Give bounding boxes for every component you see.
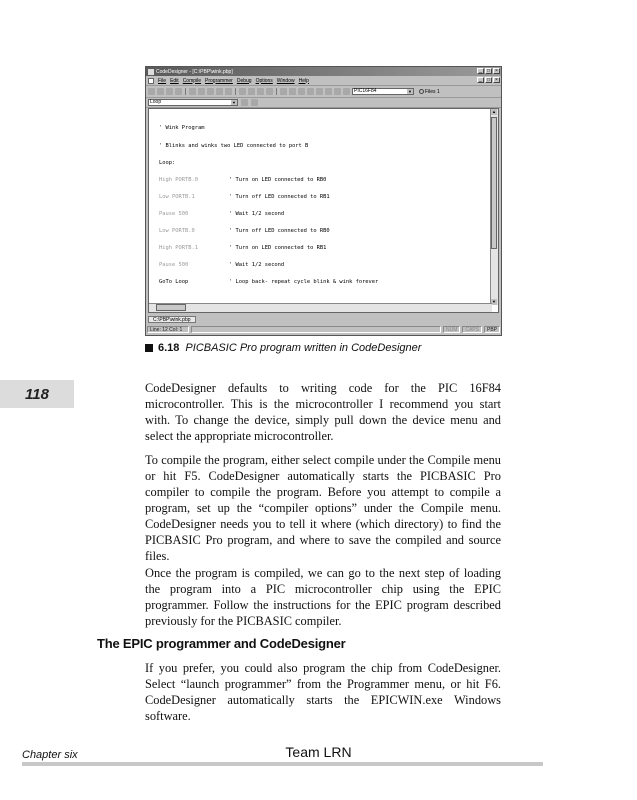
procedure-select-value: Loop xyxy=(150,99,162,105)
find-icon[interactable] xyxy=(216,88,223,95)
paragraph-programmer: If you prefer, you could also program the chip from CodeDesigner. Select “launch programmer” from the Programmer menu, or hit F6. CodeDesigner automatically starts the EPICWIN.exe Windows software. xyxy=(145,661,501,723)
indent-icon[interactable] xyxy=(316,88,323,95)
menu-programmer[interactable]: Programmer xyxy=(205,77,233,84)
document-icon xyxy=(148,78,154,84)
compile-icon[interactable] xyxy=(257,88,264,95)
app-icon xyxy=(148,69,154,75)
open-file-icon[interactable] xyxy=(157,88,164,95)
window-titlebar xyxy=(146,67,501,76)
doc-minimize-icon[interactable]: _ xyxy=(477,77,484,83)
caption-text: PICBASIC Pro program written in CodeDesigner xyxy=(185,342,422,354)
save-icon[interactable] xyxy=(166,88,173,95)
caption-square-icon xyxy=(145,344,153,352)
code-editor[interactable] xyxy=(148,108,499,313)
doc-close-icon[interactable]: × xyxy=(493,77,500,83)
code-command: High PORTB.0 xyxy=(159,176,198,183)
horizontal-scrollbar[interactable] xyxy=(149,303,492,312)
code-line xyxy=(159,246,378,252)
scroll-down-icon[interactable]: ▼ xyxy=(492,299,496,304)
vertical-scroll-thumb[interactable] xyxy=(491,117,497,249)
outdent-icon[interactable] xyxy=(325,88,332,95)
horizontal-scroll-thumb[interactable] xyxy=(156,304,186,311)
footer-rule xyxy=(22,762,543,766)
code-comment: ' Turn off LED connected to RB0 xyxy=(229,228,330,235)
codedesigner-screenshot xyxy=(145,66,502,336)
code-comment: ' Loop back- repeat cycle blink & wink forever xyxy=(229,279,379,286)
code-line xyxy=(159,280,378,286)
chevron-down-icon[interactable]: ▼ xyxy=(408,89,412,94)
toolbar-separator xyxy=(185,88,186,95)
scroll-up-icon[interactable]: ▲ xyxy=(492,109,496,114)
paste-icon[interactable] xyxy=(207,88,214,95)
print-icon[interactable] xyxy=(175,88,182,95)
file-tab[interactable]: C:\PBP\wink.pbp xyxy=(148,316,196,323)
section-heading: The EPIC programmer and CodeDesigner xyxy=(97,636,346,651)
code-command: Low PORTB.1 xyxy=(159,193,195,200)
toolbar-separator xyxy=(276,88,277,95)
maximize-icon[interactable]: □ xyxy=(486,68,491,74)
chevron-down-icon[interactable]: ▼ xyxy=(232,100,236,105)
code-line: ' Blinks and winks two LED connected to port B xyxy=(159,142,309,149)
code-comment: ' Turn on LED connected to RB0 xyxy=(229,176,327,183)
menu-file[interactable]: File xyxy=(158,77,167,84)
code-comment: ' Turn off LED connected to RB1 xyxy=(229,193,330,200)
menu-bar xyxy=(146,76,501,86)
code-comment: ' Turn on LED connected to RB1 xyxy=(229,245,327,252)
files-label: Files 1 xyxy=(425,88,440,95)
cut-icon[interactable] xyxy=(189,88,196,95)
toolbar-separator xyxy=(235,88,236,95)
code-command: High PORTB.1 xyxy=(159,245,198,252)
close-icon[interactable]: × xyxy=(493,68,500,74)
window-title: CodeDesigner - [C:\PBP\wink.pbp] xyxy=(156,68,233,75)
code-line: Loop: xyxy=(159,159,176,166)
code-line xyxy=(159,229,378,235)
status-bar xyxy=(147,325,500,334)
menu-options[interactable]: Options xyxy=(255,77,273,84)
paragraph-device: CodeDesigner defaults to writing code for the PIC 16F84 microcontroller. This is the microcontroller I recommend you start with. To change the device, simply pull down the device menu and select the appropriate microcontroller. xyxy=(145,381,501,443)
comment-icon[interactable] xyxy=(334,88,341,95)
procedure-select[interactable] xyxy=(148,99,238,106)
paragraph-load: Once the program is compiled, we can go to the next step of loading the program into a PIC microcontroller chip using the EPIC programmer. Follow the instructions for the EPIC program described previously for the PICBASIC compiler. xyxy=(145,566,501,628)
code-line xyxy=(159,195,378,201)
figure-caption xyxy=(145,342,421,354)
figure-number: 6.18 xyxy=(158,342,180,354)
procedure-list-icon[interactable] xyxy=(251,99,258,106)
files-button[interactable] xyxy=(419,89,440,95)
file-tab-bar xyxy=(148,315,196,323)
bookmark-clear-icon[interactable] xyxy=(307,88,314,95)
new-file-icon[interactable] xyxy=(148,88,155,95)
program-icon[interactable] xyxy=(266,88,273,95)
menu-help[interactable]: Help xyxy=(298,77,309,84)
device-select[interactable] xyxy=(352,88,414,95)
code-comment: ' Wait 1/2 second xyxy=(229,210,285,217)
procedure-nav-icon[interactable] xyxy=(241,99,248,106)
code-comment: ' Wait 1/2 second xyxy=(229,262,285,269)
status-line-col: Line: 12 Col: 1 xyxy=(147,326,189,333)
code-line: ' Wink Program xyxy=(159,125,205,132)
minimize-icon[interactable]: _ xyxy=(477,68,484,74)
bookmark-icon[interactable] xyxy=(280,88,287,95)
menu-compile[interactable]: Compile xyxy=(182,77,202,84)
page-number: 118 xyxy=(25,385,49,403)
procedure-row xyxy=(146,98,501,108)
code-command: GoTo Loop xyxy=(159,279,189,286)
uncomment-icon[interactable] xyxy=(343,88,350,95)
code-text xyxy=(159,115,378,298)
doc-restore-icon[interactable]: □ xyxy=(486,77,491,83)
vertical-scrollbar[interactable] xyxy=(490,109,498,305)
device-select-value: PIC16F84 xyxy=(354,88,377,94)
code-command: Pause 500 xyxy=(159,210,189,217)
menu-window[interactable]: Window xyxy=(276,77,295,84)
replace-icon[interactable] xyxy=(225,88,232,95)
toolbar xyxy=(146,86,501,98)
status-num: NUM xyxy=(443,326,460,333)
undo-icon[interactable] xyxy=(239,88,246,95)
code-line xyxy=(159,212,378,218)
code-line xyxy=(159,178,378,184)
status-message xyxy=(191,326,441,333)
code-line xyxy=(159,263,378,269)
status-pbp: PBP xyxy=(484,326,500,333)
bookmark-next-icon[interactable] xyxy=(289,88,296,95)
footer-watermark: Team LRN xyxy=(285,744,352,760)
status-caps: CAPS xyxy=(462,326,482,333)
chapter-label: Chapter six xyxy=(22,749,78,761)
paragraph-compile: To compile the program, either select compile under the Compile menu or hit F5. CodeDesigner automatically starts the PICBASIC Pro compiler to compile the program. Before you attempt to compile a program, set up the “compiler options” under the Compile menu. CodeDesigner needs you to tell it where (which directory) to find the PICBASIC Pro program, and where to save the compiled and source files. xyxy=(145,453,501,563)
copy-icon[interactable] xyxy=(198,88,205,95)
page-number-tab xyxy=(0,380,74,408)
bookmark-prev-icon[interactable] xyxy=(298,88,305,95)
menu-debug[interactable]: Debug xyxy=(236,77,252,84)
code-command: Low PORTB.0 xyxy=(159,228,195,235)
redo-icon[interactable] xyxy=(248,88,255,95)
files-icon xyxy=(419,89,424,94)
menu-edit[interactable]: Edit xyxy=(170,77,179,84)
code-command: Pause 500 xyxy=(159,262,189,269)
